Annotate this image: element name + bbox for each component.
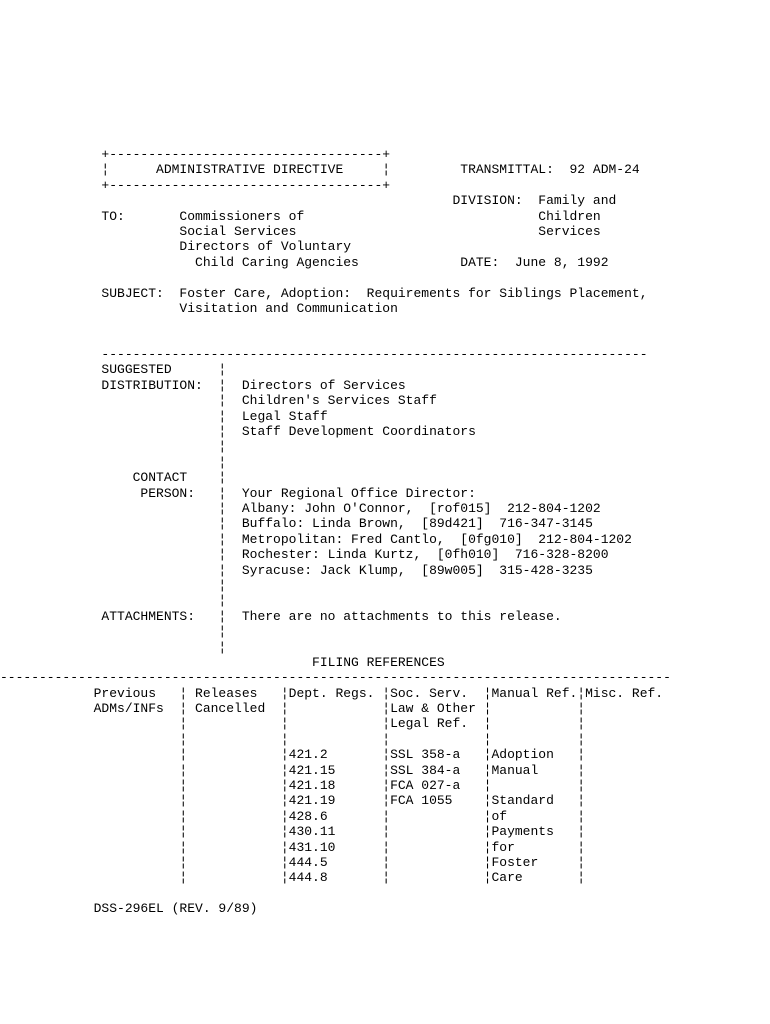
document-line bbox=[0, 270, 770, 285]
document-line: ¦ ¦421.18 ¦FCA 027-a ¦ ¦ bbox=[0, 778, 586, 794]
document-line: TO: Commissioners of Children bbox=[0, 208, 601, 224]
document-line: ¦ Buffalo: Linda Brown, [89d421] 716-347-3145 bbox=[0, 516, 593, 532]
document-line: ¦ bbox=[0, 439, 227, 455]
document-line bbox=[0, 332, 770, 347]
document-line: ¦ bbox=[0, 454, 227, 470]
document-line: ¦ Children's Services Staff bbox=[0, 393, 437, 409]
document-line: ¦ Rochester: Linda Kurtz, [0fh010] 716-328-8200 bbox=[0, 547, 609, 563]
document-line: Directors of Voluntary bbox=[0, 239, 352, 255]
document-line bbox=[0, 316, 770, 331]
document-line: ¦ ¦421.15 ¦SSL 384-a ¦Manual ¦ bbox=[0, 762, 586, 778]
document-line: ¦ ADMINISTRATIVE DIRECTIVE ¦ TRANSMITTAL: 92 ADM-24 bbox=[0, 162, 640, 178]
document-line: ¦ Syracuse: Jack Klump, [89w005] 315-428-3235 bbox=[0, 562, 593, 578]
document-line bbox=[0, 886, 770, 901]
document-line: FILING REFERENCES bbox=[0, 654, 445, 670]
document-line: SUGGESTED ¦ bbox=[0, 362, 227, 378]
document-line: ¦ ¦421.19 ¦FCA 1055 ¦Standard ¦ bbox=[0, 793, 586, 809]
document-line: CONTACT ¦ bbox=[0, 470, 227, 486]
document-line: DSS-296EL (REV. 9/89) bbox=[0, 901, 258, 917]
document-line: Previous ¦ Releases ¦Dept. Regs. ¦Soc. Serv. ¦Manual Ref.¦Misc. Ref. bbox=[0, 685, 664, 701]
document-line: ADMs/INFs ¦ Cancelled ¦ ¦Law & Other ¦ ¦ bbox=[0, 701, 586, 717]
document-line: ¦ ¦430.11 ¦ ¦Payments ¦ bbox=[0, 824, 586, 840]
document-line: +-----------------------------------+ bbox=[0, 177, 391, 193]
document-line: ¦ ¦444.5 ¦ ¦Foster ¦ bbox=[0, 854, 586, 870]
document-line: DIVISION: Family and bbox=[0, 193, 617, 209]
document-line: ¦ Legal Staff bbox=[0, 408, 328, 424]
document-line: ¦ ¦444.8 ¦ ¦Care ¦ bbox=[0, 870, 586, 886]
document-line: ¦ bbox=[0, 639, 227, 655]
document-line: ¦ bbox=[0, 624, 227, 640]
document-line: ¦ bbox=[0, 577, 227, 593]
document-line: Visitation and Communication bbox=[0, 300, 398, 316]
document-line: DISTRIBUTION: ¦ Directors of Services bbox=[0, 377, 406, 393]
document-line: ---------------------------------------------------------------------- bbox=[0, 347, 648, 363]
document-line: ¦ Staff Development Coordinators bbox=[0, 424, 476, 440]
document-line: ¦ Metropolitan: Fred Cantlo, [0fg010] 212-804-1202 bbox=[0, 531, 632, 547]
document-line: ¦ ¦ ¦Legal Ref. ¦ ¦ bbox=[0, 716, 586, 732]
document-line: ¦ ¦ ¦ ¦ ¦ bbox=[0, 731, 586, 747]
document-line: ¦ ¦421.2 ¦SSL 358-a ¦Adoption ¦ bbox=[0, 747, 586, 763]
document-line: ¦ bbox=[0, 593, 227, 609]
document-line: ATTACHMENTS: ¦ There are no attachments to this release. bbox=[0, 608, 562, 624]
document-body bbox=[0, 147, 770, 917]
document-line: Social Services Services bbox=[0, 223, 601, 239]
document-line: PERSON: ¦ Your Regional Office Director: bbox=[0, 485, 476, 501]
document-line: ¦ ¦428.6 ¦ ¦of ¦ bbox=[0, 808, 586, 824]
document-line: ¦ Albany: John O'Connor, [rof015] 212-804-1202 bbox=[0, 500, 601, 516]
document-line: +-----------------------------------+ bbox=[0, 147, 391, 162]
document-line: SUBJECT: Foster Care, Adoption: Requirements for Siblings Placement, bbox=[0, 285, 648, 301]
document-line: Child Caring Agencies DATE: June 8, 1992 bbox=[0, 254, 609, 270]
document-line: -------------------------------------------------------------------------------------- bbox=[0, 670, 671, 686]
document-line: ¦ ¦431.10 ¦ ¦for ¦ bbox=[0, 839, 586, 855]
